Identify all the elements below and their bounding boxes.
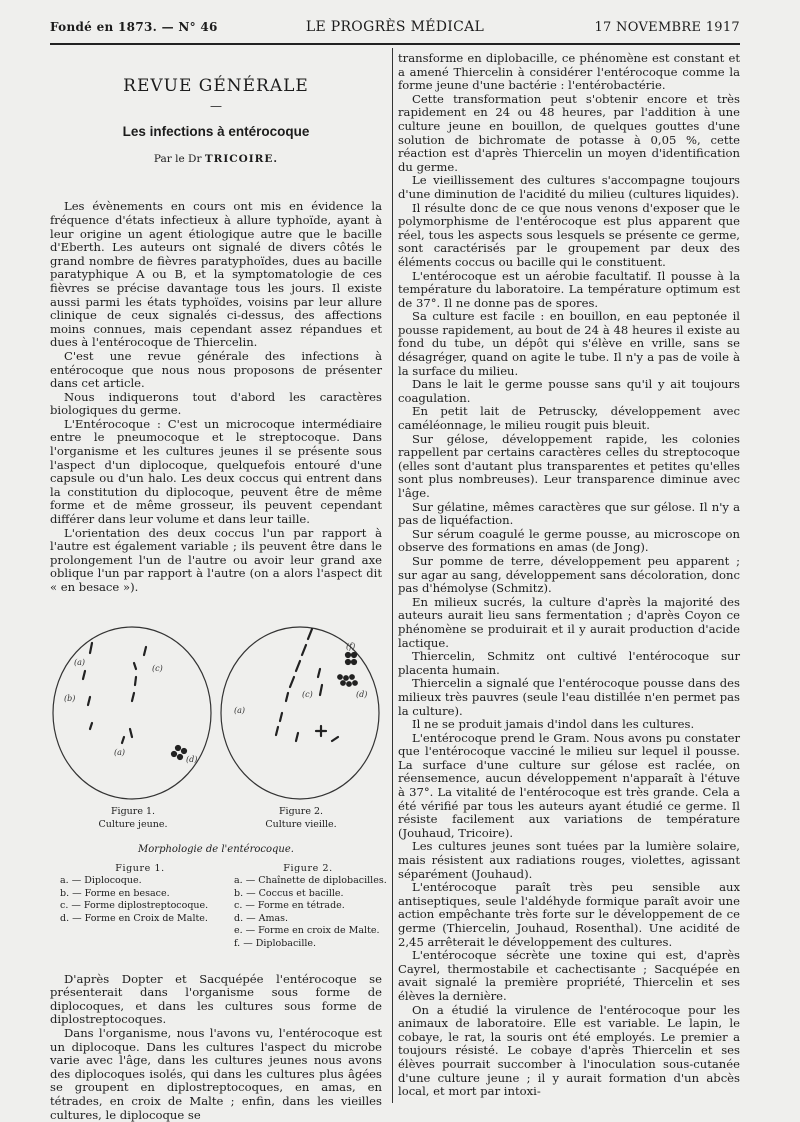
paragraph: L'Entérocoque : C'est un microcoque intermédiaire entre le pneumocoque et le streptocoque. Dans l'organisme et les cultures jeunes il se présente sous l'aspect d'un diplocoque, quelquefois entouré d'une capsule ou d'un halo. Les deux coccus qui entrent dans la constitution du diplocoque, peuvent être de même forme et de même grosseur, ils peuvent cependant différer dans leur volume et dans leur taille.	[50, 416, 382, 527]
right-paragraphs	[398, 52, 740, 1099]
legend-item: a. — Diplocoque.	[60, 875, 142, 887]
fig1-coccus	[88, 697, 90, 705]
fig2-amas	[347, 682, 351, 686]
figure-1-caption: Culture jeune.	[98, 819, 168, 831]
fig1-coccus	[135, 677, 136, 685]
legend-item: c. — Forme diplostreptocoque.	[60, 900, 209, 912]
fig2-chain	[296, 661, 300, 671]
paragraph: On a étudié la virulence de l'entérocoque pour les animaux de laboratoire. Elle est variable. Le lapin, le cobaye, le rat, la souris ont été employés. Le premier a toujours résisté. Le cobaye d'après Thiercelin et ses élèves pourrait succomber à l'inoculation sous-cutanée d'une culture jeune ; il y aurait formation d'un abcès local, et mort par intoxi-	[398, 1002, 740, 1099]
right-column	[398, 52, 740, 1099]
fig2-bacille	[320, 685, 322, 695]
fig1-label: (b)	[64, 693, 76, 703]
figure-2-label	[226, 805, 376, 832]
fig1-coccus	[132, 693, 134, 701]
legend-figure-2	[234, 862, 387, 951]
fig1-coccus	[122, 737, 124, 743]
section-title: REVUE GÉNÉRALE	[123, 76, 309, 96]
fig1-label: (c)	[152, 663, 163, 673]
legend-item: a. — Chaînette de diplobacilles.	[234, 875, 387, 887]
fig1-coccus	[90, 723, 92, 729]
paragraph: Dans le lait le germe pousse sans qu'il y ait toujours coagulation.	[398, 377, 740, 405]
paragraph: Cette transformation peut s'obtenir encore et très rapidement en 24 ou 48 heures, par l'addition à une culture jeune en bouillon, de quelques gouttes d'une solution de bichromate de potasse à 0,05 %, cette réaction est d'après Thiercelin un moyen d'identification du germe.	[398, 91, 740, 174]
header-rule	[50, 43, 740, 45]
fig2-label: (a)	[234, 705, 246, 715]
legend-figure-1	[60, 863, 220, 926]
fig2-bacille	[276, 727, 278, 735]
legend-item: c. — Forme en tétrade.	[234, 900, 345, 912]
morphology-caption: Morphologie de l'entérocoque.	[138, 843, 294, 855]
legend-item: b. — Coccus et bacille.	[234, 887, 344, 899]
paragraph: Thiercelin, Schmitz ont cultivé l'entérocoque sur placenta humain.	[398, 649, 740, 677]
paragraph: L'entérocoque prend le Gram. Nous avons pu constater que l'entérocoque vacciné le milieu sur lequel il pousse. La surface d'une culture sur gélose est raclée, on réensemence, aucun développement n'apparaît à l'étuve à 37°. La vitalité de l'entérocoque est très grande. Cela a été vérifié par tous les auteurs ayant étudié ce germe. Il résiste facilement aux variations de température (Jouhaud, Tricoire).	[398, 730, 740, 840]
byline	[50, 153, 382, 167]
section-dash: —	[210, 98, 222, 113]
fig2-bacille	[280, 713, 282, 721]
fig1-coccus	[90, 643, 92, 653]
left-paragraphs	[50, 200, 382, 594]
fig2-amas	[350, 675, 354, 679]
fig2-chain	[290, 677, 294, 687]
byline-author: TRICOIRE.	[204, 152, 279, 165]
fig2-tetrade	[346, 653, 350, 657]
fig2-chain	[308, 629, 312, 639]
fig2-label: (c)	[302, 689, 313, 699]
fig2-label: (f)	[346, 641, 356, 651]
paragraph: Il ne se produit jamais d'indol dans les cultures.	[412, 717, 695, 732]
fig2-amas	[338, 675, 342, 679]
paragraph: Sur gélatine, mêmes caractères que sur gélose. Il n'y a pas de liquéfaction.	[398, 499, 740, 528]
header-date: 17 NOVEMBRE 1917	[594, 20, 740, 35]
paragraph: transforme en diplobacille, ce phénomène est constant et a amené Thiercelin à considérer l'entérocoque comme la forme jeune d'une bactérie : l'entérobactérie.	[398, 51, 740, 93]
article-title: Les infections à entérocoque	[122, 124, 310, 140]
paragraph: Il résulte donc de ce que nous venons d'exposer que le polymorphisme de l'entérocoque est plus apparent que réel, tous les aspects sous lesquels se présente ce germe, sont caractérisés par le groupement par deux des éléments coccus ou bacille qui le constituent.	[398, 200, 740, 269]
fig2-bacille	[318, 669, 320, 677]
legend-1-head: Figure 1.	[115, 862, 165, 874]
fig1-coccus	[134, 663, 136, 669]
paragraph: En petit lait de Petruscky, développement avec caméléonnage, le milieu rougit puis bleuit.	[398, 404, 740, 433]
figure-2-caption: Culture vieille.	[265, 819, 337, 831]
fig2-amas	[353, 681, 357, 685]
fig2-amas	[341, 681, 345, 685]
fig2-croix	[332, 737, 338, 741]
fig2-tetrade	[346, 660, 350, 664]
paragraph: Les évènements en cours ont mis en évidence la fréquence d'états infectieux à allure typhoïde, ayant à leur origine un agent étiologique autre que le bacille d'Eberth. Les auteurs ont signalé de divers côtés le grand nombre de fièvres paratyphoïdes, dues au bacille paratyphique A ou B, et la symptomatologie de ces fièvres se précise davantage tous les jours. Il existe aussi parmi les états typhoïdes, voisins par leur allure clinique de ceux signalés ci-dessus, des affections moins connues, mais cependant assez répandues et dues à l'entérocoque de Thiercelin.	[50, 199, 382, 350]
fig2-tetrade	[352, 660, 356, 664]
figure-1-label	[58, 805, 208, 832]
paragraph: L'orientation des deux coccus l'un par rapport à l'autre est également variable ; ils peuvent être dans le prolongement l'un de l'autre ou avoir leur grand axe oblique l'un par rapport à l'autre (on a alors l'aspect dit « en besace »).	[50, 525, 382, 594]
legend-2-head: Figure 2.	[283, 862, 333, 874]
fig1-malte	[182, 749, 186, 753]
fig1-label: (d)	[186, 754, 198, 764]
figures-block	[50, 605, 387, 965]
paragraph: Dans l'organisme, nous l'avons vu, l'entérocoque est un diplocoque. Dans les cultures l'aspect du microbe varie avec l'âge, dans les cultures jeunes nous avons des diplocoques isolés, qui dans les cultures plus âgées se groupent en diplostreptocoques, en amas, en tétrades, en croix de Malte ; enfin, dans les vieilles cultures, le diplocoque se	[50, 1025, 382, 1122]
paragraph: Thiercelin a signalé que l'entérocoque pousse dans des milieux très pauvres (seule l'eau distillée n'en permet pas la culture).	[398, 676, 740, 718]
paragraph: L'entérocoque sécrète une toxine qui est, d'après Cayrel, thermostabile et cachectisante ; Sacquépée en avait signalé la première propriété, Thiercelin et ses élèves la dernière.	[398, 948, 740, 1003]
header-founded: Fondé en 1873. — N° 46	[50, 20, 218, 34]
fig2-diplobacille	[296, 733, 298, 741]
paragraph: L'entérocoque est un aérobie facultatif. Il pousse à la température du laboratoire. La température optimum est de 37°. Il ne donne pas de spores.	[398, 268, 740, 310]
figure-1-title: Figure 1.	[110, 805, 156, 817]
paragraph: C'est une revue générale des infections à entérocoque que nous nous proposons de présenter dans cet article.	[50, 348, 382, 391]
fig1-coccus	[130, 729, 132, 737]
fig1-malte	[172, 752, 176, 756]
fig2-chain	[286, 693, 288, 701]
journal-title: LE PROGRÈS MÉDICAL	[305, 19, 485, 35]
fig1-malte	[178, 755, 182, 759]
column-rule	[392, 48, 393, 1103]
byline-prefix: Par le Dr	[153, 152, 202, 165]
fig1-label: (a)	[114, 747, 126, 757]
fig2-tetrade	[352, 653, 356, 657]
fig2-amas	[344, 676, 348, 680]
paragraph: En milieux sucrés, la culture d'après la majorité des auteurs aurait lieu sans fermentation ; d'après Coyon ce phénomène se produirait et il y aurait production d'acide lactique.	[398, 594, 740, 650]
figure-1-circle	[53, 627, 211, 799]
fig2-chain	[302, 645, 306, 655]
paragraph: Les cultures jeunes sont tuées par la lumière solaire, mais résistent aux radiations rouges, violettes, agissant séparément (Jouhaud).	[398, 839, 740, 881]
legend-item: b. — Forme en besace.	[60, 887, 170, 899]
paragraph: Sur sérum coagulé le germe pousse, au microscope on observe des formations en amas (de Jong).	[398, 526, 740, 555]
paragraph: Sa culture est facile : en bouillon, en eau peptonée il pousse rapidement, au bout de 24 à 48 heures il existe au fond du tube, un dépôt qui s'élève en vrille, sans se désagréger, quand on agite le tube. Il n'y a pas de voile à la surface du milieu.	[398, 309, 740, 378]
page-header	[50, 16, 740, 38]
legend-item: f. — Diplobacille.	[234, 937, 317, 949]
left-column	[50, 52, 387, 1122]
paragraph: Nous indiquerons tout d'abord les caractères biologiques du germe.	[50, 389, 382, 418]
left-bottom-paragraphs	[50, 973, 382, 1122]
fig2-label: (d)	[356, 689, 368, 699]
legend-item: d. — Forme en Croix de Malte.	[60, 912, 208, 924]
paragraph: Le vieillissement des cultures s'accompagne toujours d'une diminution de l'acidité du milieu (cultures liquides).	[398, 173, 740, 201]
fig1-label: (a)	[74, 657, 86, 667]
paragraph: L'entérocoque paraît très peu sensible aux antiseptiques, seule l'aldéhyde formique paraît avoir une action empêchante très forte sur le développement de ce germe (Thiercelin, Jouhaud, Rosenthal). Une acidité de 2,45 arrêterait le développement des cultures.	[398, 880, 740, 949]
paragraph: Sur pomme de terre, développement peu apparent ; sur agar au sang, développement sans décoloration, donc pas d'hémolyse (Schmitz).	[398, 553, 740, 596]
legend-item: e. — Forme en croix de Malte.	[234, 925, 380, 937]
fig1-malte	[176, 746, 180, 750]
legend-item: d. — Amas.	[234, 912, 289, 924]
fig1-coccus	[144, 647, 146, 655]
paragraph: D'après Dopter et Sacquépée l'entérocoque se présenterait dans l'organisme sous forme de diplocoques, et dans les cultures sous forme de diplostreptocoques.	[50, 971, 382, 1027]
figure-2-title: Figure 2.	[278, 805, 324, 817]
fig1-coccus	[83, 671, 85, 679]
paragraph: Sur gélose, développement rapide, les colonies rappellent par certains caractères celles du streptocoque (elles sont d'autant plus transparentes et petites qu'elles sont plus nombreuses). Leur transparence diminue avec l'âge.	[398, 431, 740, 500]
